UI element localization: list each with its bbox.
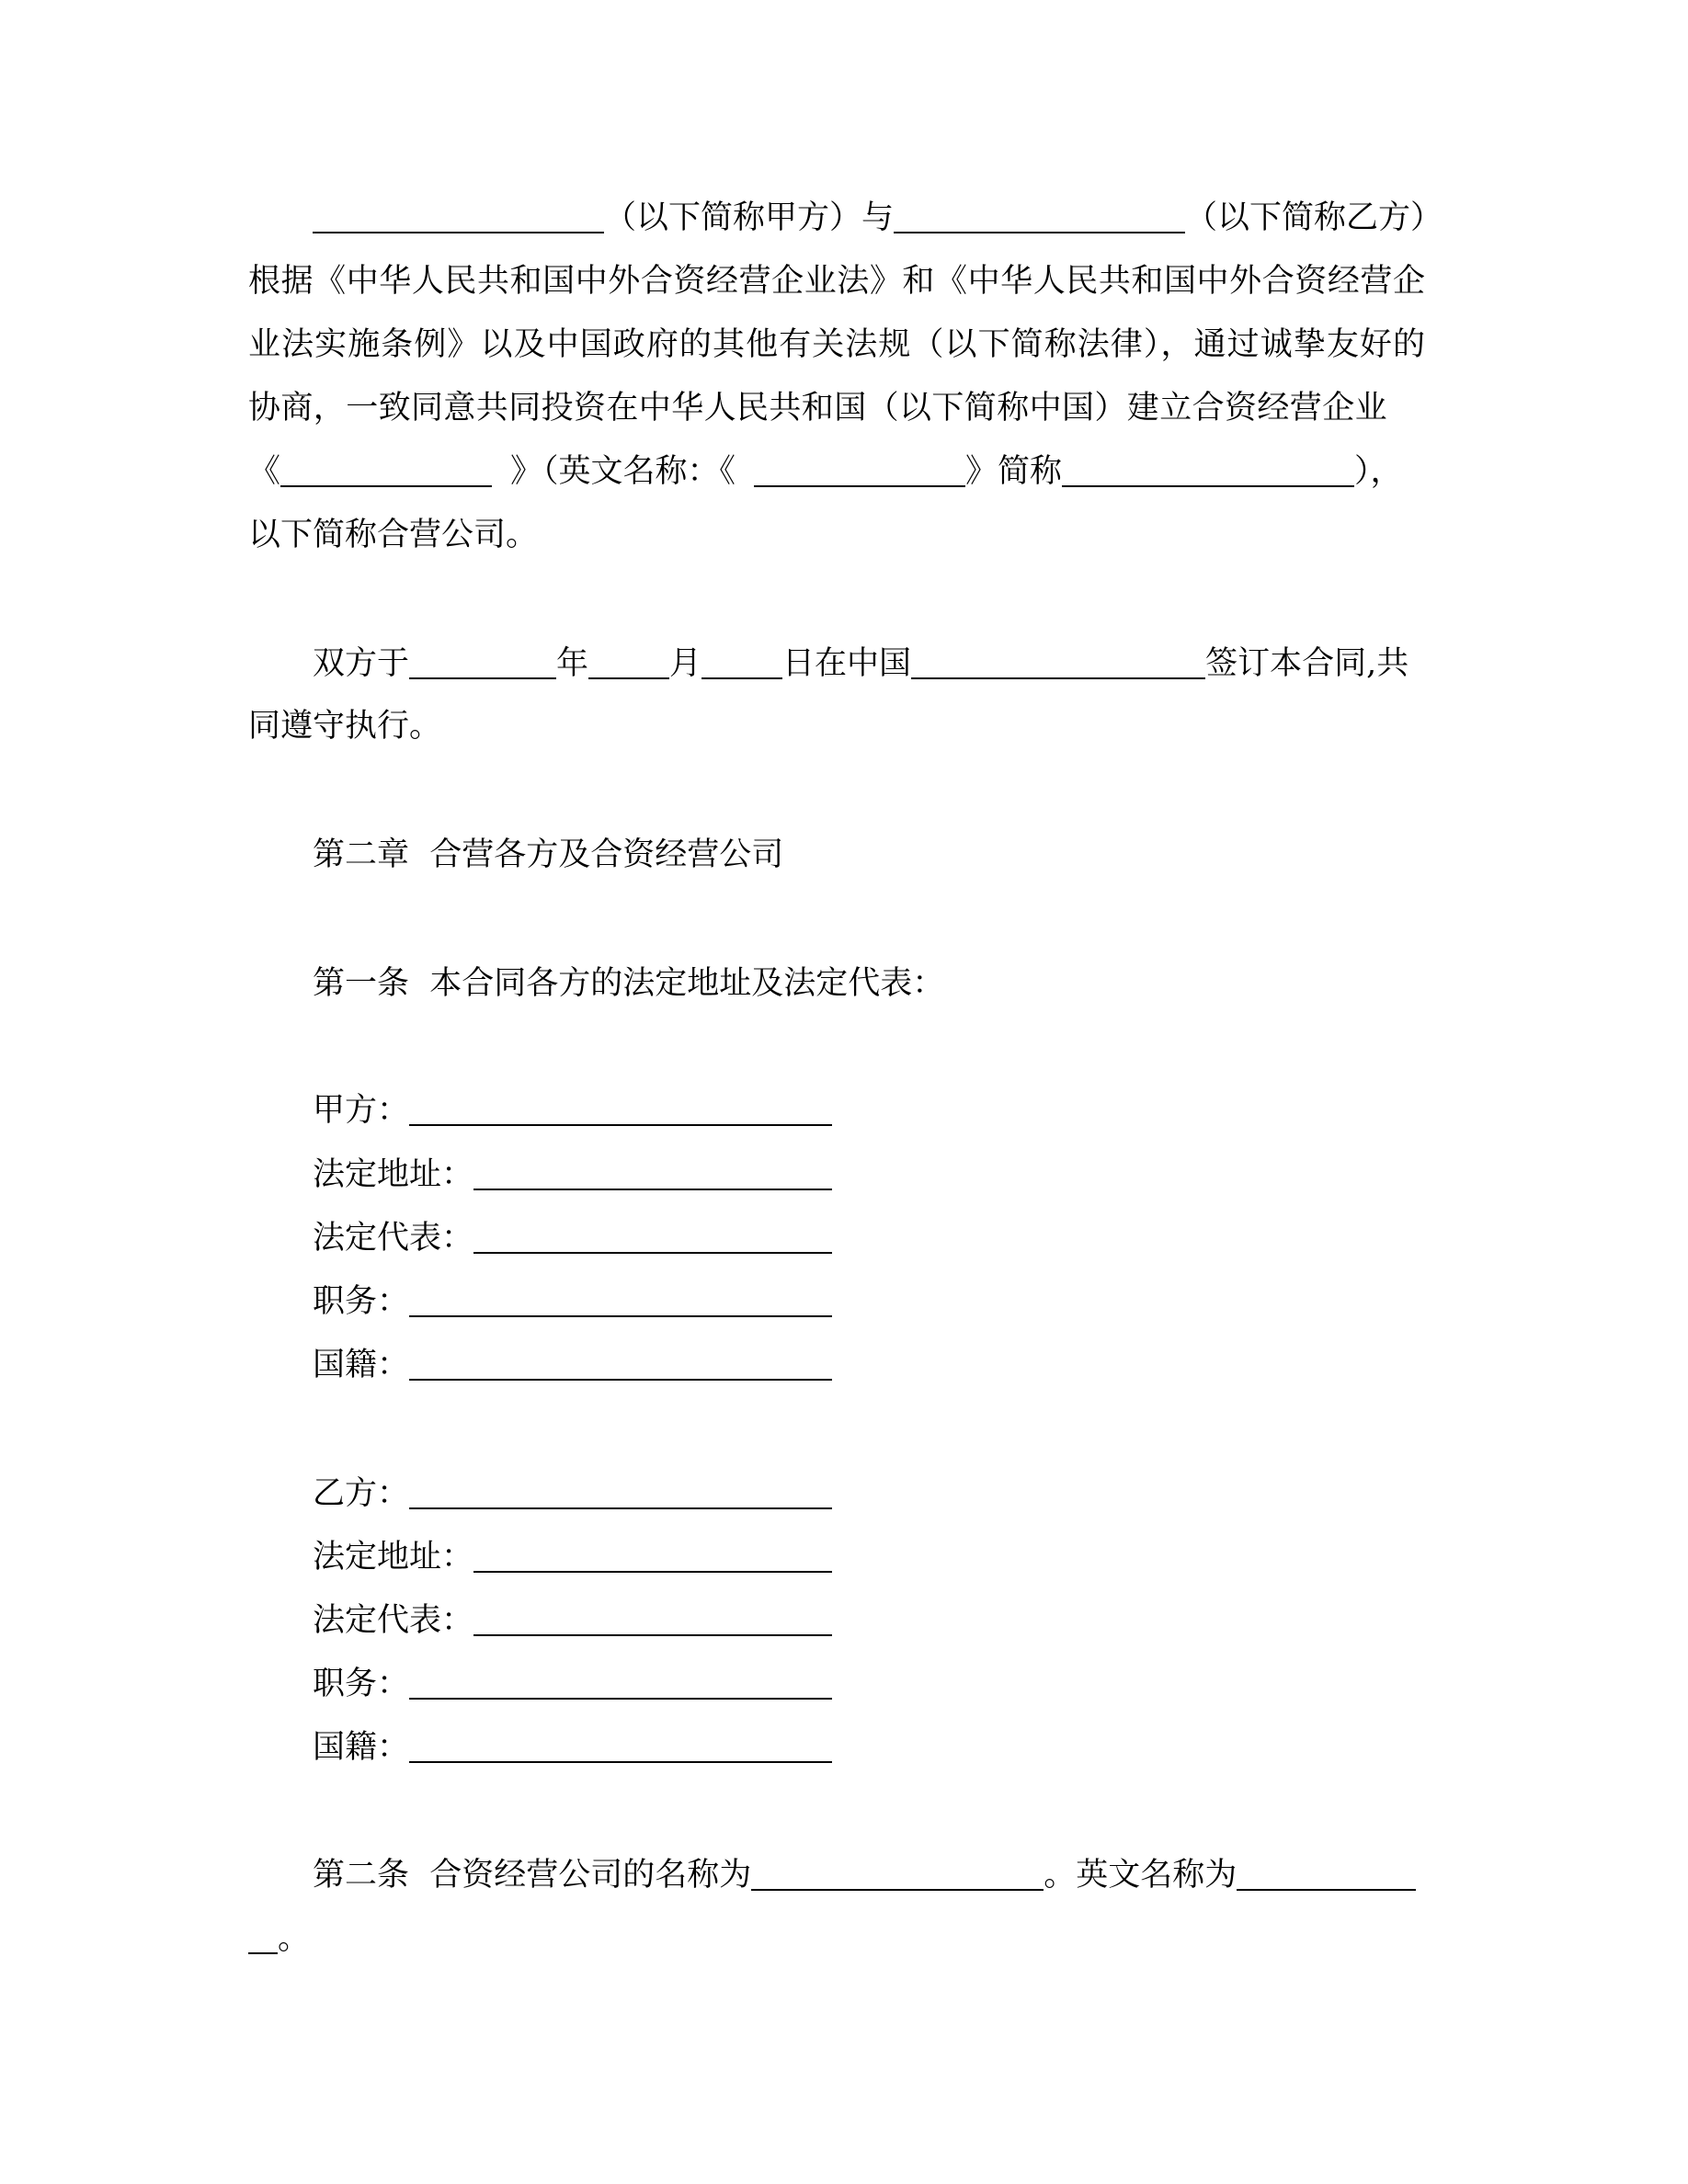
label: 法定地址： — [313, 1156, 474, 1193]
party-b-party — [313, 1473, 1425, 1515]
label: 职务： — [313, 1666, 410, 1702]
label: 国籍： — [313, 1729, 410, 1766]
label: 国籍： — [313, 1347, 410, 1383]
party-a-party — [313, 1089, 1425, 1132]
label: 甲方： — [313, 1092, 410, 1129]
text: 年 — [556, 645, 589, 682]
text: 双方于 — [313, 645, 410, 682]
text: 》简称 — [965, 453, 1063, 490]
english-name-blank[interactable] — [754, 450, 965, 487]
intro-line-3: 业法实施条例》以及中国政府的其他有关法规（以下简称法律），通过诚挚友好的 — [248, 326, 1425, 363]
label: 乙方： — [313, 1475, 410, 1512]
text: 《 — [248, 453, 281, 490]
intro-line-2: 根据《中华人民共和国中外合资经营企业法》和《中华人民共和国中外合资经营企 — [248, 263, 1425, 300]
party-a-title-field[interactable] — [409, 1280, 832, 1317]
party-b-address-field[interactable] — [473, 1536, 832, 1573]
article-2-line-2 — [248, 1917, 1425, 1960]
party-a-title — [313, 1280, 1425, 1323]
label: 法定代表： — [313, 1602, 474, 1639]
party-a-nationality-field[interactable] — [409, 1344, 832, 1381]
english-name-field-cont[interactable] — [248, 1917, 278, 1954]
party-a-rep — [313, 1217, 1425, 1259]
party-a-address-field[interactable] — [473, 1154, 832, 1190]
party-b-name-field[interactable] — [409, 1473, 832, 1509]
text: 签订本合同,共 — [1205, 645, 1409, 682]
party-b-title — [313, 1663, 1425, 1705]
intro-line-5 — [248, 450, 1425, 493]
text: 月 — [669, 645, 702, 682]
chapter-title: 第二章 合营各方及合资经营公司 — [313, 836, 784, 873]
party-a-address — [313, 1154, 1425, 1196]
intro-line-1 — [313, 197, 1443, 239]
party-b-nationality — [313, 1726, 1425, 1769]
text: 日在中国 — [782, 645, 912, 682]
article-2-line-1 — [313, 1854, 1425, 1896]
text: 。英文名称为 — [1044, 1857, 1237, 1894]
abbreviation-blank[interactable] — [1062, 450, 1354, 487]
party-b-blank[interactable] — [894, 197, 1185, 233]
text: ）， — [1354, 453, 1403, 490]
text: 》（英文名称：《 — [510, 453, 736, 490]
party-b-rep — [313, 1599, 1425, 1642]
party-b-rep-field[interactable] — [473, 1599, 832, 1636]
year-blank[interactable] — [409, 643, 556, 679]
company-name-blank[interactable] — [280, 450, 492, 487]
text: （以下简称甲方）与 — [604, 199, 895, 236]
day-blank[interactable] — [701, 643, 782, 679]
signing-line-1 — [313, 643, 1425, 685]
label: 法定地址： — [313, 1539, 474, 1575]
party-b-nationality-field[interactable] — [409, 1726, 832, 1763]
intro-line-4: 协商，一致同意共同投资在中华人民共和国（以下简称中国）建立合资经营企业 — [248, 390, 1388, 427]
party-a-nationality — [313, 1344, 1425, 1386]
text: 第二条 合资经营公司的名称为 — [313, 1857, 752, 1894]
party-a-name-field[interactable] — [409, 1089, 832, 1126]
intro-line-6: 以下简称合营公司。 — [248, 517, 539, 553]
party-a-blank[interactable] — [313, 197, 604, 233]
text: （以下简称乙方） — [1185, 199, 1443, 236]
place-blank[interactable] — [911, 643, 1205, 679]
month-blank[interactable] — [588, 643, 669, 679]
text: 。 — [278, 1920, 311, 1957]
signing-line-2: 同遵守执行。 — [248, 708, 442, 745]
company-name-field[interactable] — [751, 1854, 1044, 1891]
article-1: 第一条 本合同各方的法定地址及法定代表： — [313, 965, 945, 1002]
party-b-address — [313, 1536, 1425, 1578]
label: 法定代表： — [313, 1220, 474, 1257]
english-name-field[interactable] — [1237, 1854, 1416, 1891]
party-a-rep-field[interactable] — [473, 1217, 832, 1254]
party-b-title-field[interactable] — [409, 1663, 832, 1700]
label: 职务： — [313, 1283, 410, 1320]
